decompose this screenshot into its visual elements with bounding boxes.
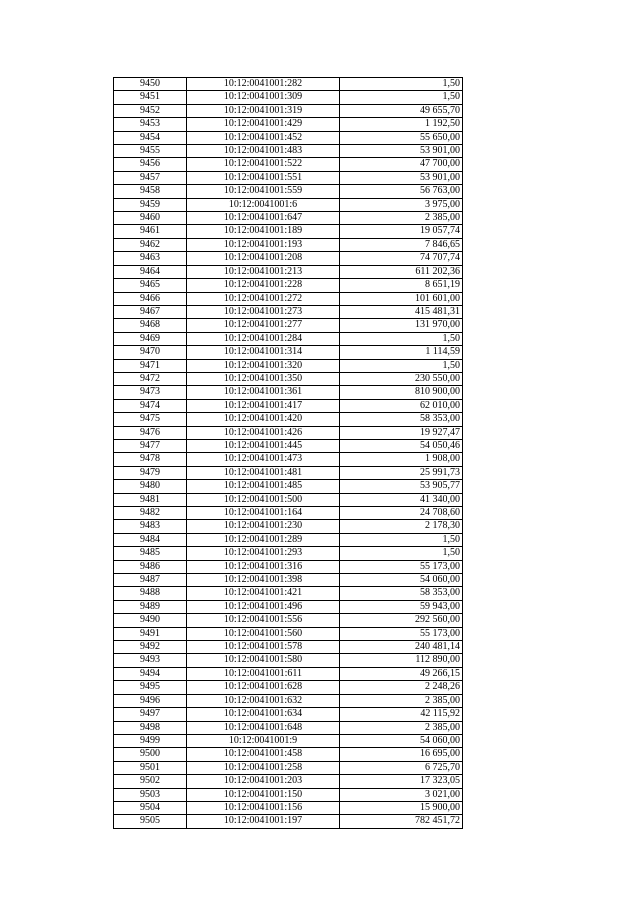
table-row xyxy=(114,574,463,587)
table-row xyxy=(114,171,463,184)
row-number-cell: 9494 xyxy=(114,667,187,680)
value-cell: 19 057,74 xyxy=(340,225,463,238)
value-cell: 1,50 xyxy=(340,332,463,345)
cadastral-number-cell: 10:12:0041001:559 xyxy=(187,185,340,198)
table-row xyxy=(114,292,463,305)
table-row xyxy=(114,480,463,493)
value-cell: 58 353,00 xyxy=(340,587,463,600)
value-cell: 1,50 xyxy=(340,78,463,91)
value-cell: 55 173,00 xyxy=(340,627,463,640)
table-row xyxy=(114,641,463,654)
value-cell: 1 192,50 xyxy=(340,118,463,131)
cadastral-number-cell: 10:12:0041001:277 xyxy=(187,319,340,332)
table-row xyxy=(114,801,463,814)
row-number-cell: 9473 xyxy=(114,386,187,399)
value-cell: 415 481,31 xyxy=(340,305,463,318)
row-number-cell: 9478 xyxy=(114,453,187,466)
cadastral-number-cell: 10:12:0041001:228 xyxy=(187,279,340,292)
value-cell: 42 115,92 xyxy=(340,708,463,721)
cadastral-number-cell: 10:12:0041001:314 xyxy=(187,346,340,359)
value-cell: 2 178,30 xyxy=(340,520,463,533)
row-number-cell: 9466 xyxy=(114,292,187,305)
row-number-cell: 9459 xyxy=(114,198,187,211)
cadastral-number-cell: 10:12:0041001:648 xyxy=(187,721,340,734)
table-row xyxy=(114,681,463,694)
table-row xyxy=(114,265,463,278)
row-number-cell: 9455 xyxy=(114,145,187,158)
row-number-cell: 9501 xyxy=(114,761,187,774)
cadastral-number-cell: 10:12:0041001:164 xyxy=(187,507,340,520)
value-cell: 3 975,00 xyxy=(340,198,463,211)
table-row xyxy=(114,587,463,600)
cadastral-number-cell: 10:12:0041001:398 xyxy=(187,574,340,587)
cadastral-number-cell: 10:12:0041001:473 xyxy=(187,453,340,466)
value-cell: 49 266,15 xyxy=(340,667,463,680)
cadastral-number-cell: 10:12:0041001:273 xyxy=(187,305,340,318)
value-cell: 55 650,00 xyxy=(340,131,463,144)
row-number-cell: 9495 xyxy=(114,681,187,694)
row-number-cell: 9487 xyxy=(114,574,187,587)
row-number-cell: 9450 xyxy=(114,78,187,91)
value-cell: 16 695,00 xyxy=(340,748,463,761)
table-row xyxy=(114,721,463,734)
cadastral-number-cell: 10:12:0041001:421 xyxy=(187,587,340,600)
table-row xyxy=(114,734,463,747)
row-number-cell: 9492 xyxy=(114,641,187,654)
cadastral-number-cell: 10:12:0041001:481 xyxy=(187,466,340,479)
table-row xyxy=(114,560,463,573)
table-row xyxy=(114,104,463,117)
table-row xyxy=(114,158,463,171)
cadastral-number-cell: 10:12:0041001:203 xyxy=(187,775,340,788)
cadastral-number-cell: 10:12:0041001:417 xyxy=(187,399,340,412)
table-row xyxy=(114,439,463,452)
value-cell: 2 385,00 xyxy=(340,694,463,707)
row-number-cell: 9505 xyxy=(114,815,187,828)
value-cell: 1 114,59 xyxy=(340,346,463,359)
value-cell: 292 560,00 xyxy=(340,614,463,627)
cadastral-number-cell: 10:12:0041001:429 xyxy=(187,118,340,131)
cadastral-number-cell: 10:12:0041001:628 xyxy=(187,681,340,694)
row-number-cell: 9489 xyxy=(114,600,187,613)
cadastral-number-cell: 10:12:0041001:522 xyxy=(187,158,340,171)
value-cell: 41 340,00 xyxy=(340,493,463,506)
row-number-cell: 9477 xyxy=(114,439,187,452)
row-number-cell: 9454 xyxy=(114,131,187,144)
cadastral-number-cell: 10:12:0041001:445 xyxy=(187,439,340,452)
value-cell: 19 927,47 xyxy=(340,426,463,439)
row-number-cell: 9457 xyxy=(114,171,187,184)
row-number-cell: 9483 xyxy=(114,520,187,533)
row-number-cell: 9458 xyxy=(114,185,187,198)
value-cell: 810 900,00 xyxy=(340,386,463,399)
cadastral-number-cell: 10:12:0041001:208 xyxy=(187,252,340,265)
cadastral-number-cell: 10:12:0041001:320 xyxy=(187,359,340,372)
row-number-cell: 9485 xyxy=(114,547,187,560)
table-row xyxy=(114,654,463,667)
cadastral-number-cell: 10:12:0041001:556 xyxy=(187,614,340,627)
table-row xyxy=(114,346,463,359)
row-number-cell: 9465 xyxy=(114,279,187,292)
row-number-cell: 9481 xyxy=(114,493,187,506)
table-row xyxy=(114,212,463,225)
row-number-cell: 9453 xyxy=(114,118,187,131)
cadastral-number-cell: 10:12:0041001:500 xyxy=(187,493,340,506)
cadastral-number-cell: 10:12:0041001:560 xyxy=(187,627,340,640)
cadastral-number-cell: 10:12:0041001:193 xyxy=(187,238,340,251)
table-row xyxy=(114,761,463,774)
table-row xyxy=(114,775,463,788)
table-row xyxy=(114,547,463,560)
cadastral-number-cell: 10:12:0041001:213 xyxy=(187,265,340,278)
value-cell: 56 763,00 xyxy=(340,185,463,198)
row-number-cell: 9500 xyxy=(114,748,187,761)
table-row xyxy=(114,507,463,520)
table-row xyxy=(114,453,463,466)
row-number-cell: 9480 xyxy=(114,480,187,493)
table-row xyxy=(114,252,463,265)
row-number-cell: 9451 xyxy=(114,91,187,104)
row-number-cell: 9456 xyxy=(114,158,187,171)
table-row xyxy=(114,145,463,158)
value-cell: 15 900,00 xyxy=(340,801,463,814)
value-cell: 17 323,05 xyxy=(340,775,463,788)
row-number-cell: 9493 xyxy=(114,654,187,667)
value-cell: 24 708,60 xyxy=(340,507,463,520)
value-cell: 1,50 xyxy=(340,533,463,546)
cadastral-number-cell: 10:12:0041001:309 xyxy=(187,91,340,104)
table-row xyxy=(114,332,463,345)
value-cell: 74 707,74 xyxy=(340,252,463,265)
cadastral-number-cell: 10:12:0041001:293 xyxy=(187,547,340,560)
table-row xyxy=(114,748,463,761)
value-cell: 2 385,00 xyxy=(340,212,463,225)
cadastral-number-cell: 10:12:0041001:272 xyxy=(187,292,340,305)
table-row xyxy=(114,305,463,318)
cadastral-number-cell: 10:12:0041001:580 xyxy=(187,654,340,667)
value-cell: 112 890,00 xyxy=(340,654,463,667)
table-row xyxy=(114,493,463,506)
table-row xyxy=(114,815,463,828)
table-row xyxy=(114,788,463,801)
table-row xyxy=(114,319,463,332)
cadastral-number-cell: 10:12:0041001:452 xyxy=(187,131,340,144)
cadastral-number-cell: 10:12:0041001:9 xyxy=(187,734,340,747)
row-number-cell: 9503 xyxy=(114,788,187,801)
row-number-cell: 9497 xyxy=(114,708,187,721)
table-row xyxy=(114,118,463,131)
cadastral-number-cell: 10:12:0041001:551 xyxy=(187,171,340,184)
value-cell: 8 651,19 xyxy=(340,279,463,292)
value-cell: 1,50 xyxy=(340,91,463,104)
table-row xyxy=(114,131,463,144)
value-cell: 47 700,00 xyxy=(340,158,463,171)
row-number-cell: 9486 xyxy=(114,560,187,573)
value-cell: 49 655,70 xyxy=(340,104,463,117)
cadastral-value-table xyxy=(113,77,463,829)
row-number-cell: 9490 xyxy=(114,614,187,627)
table-row xyxy=(114,533,463,546)
cadastral-number-cell: 10:12:0041001:6 xyxy=(187,198,340,211)
table-row xyxy=(114,185,463,198)
table-body xyxy=(114,78,463,829)
row-number-cell: 9460 xyxy=(114,212,187,225)
value-cell: 101 601,00 xyxy=(340,292,463,305)
cadastral-number-cell: 10:12:0041001:634 xyxy=(187,708,340,721)
row-number-cell: 9504 xyxy=(114,801,187,814)
table-row xyxy=(114,694,463,707)
cadastral-number-cell: 10:12:0041001:197 xyxy=(187,815,340,828)
table-row xyxy=(114,372,463,385)
row-number-cell: 9502 xyxy=(114,775,187,788)
row-number-cell: 9482 xyxy=(114,507,187,520)
cadastral-number-cell: 10:12:0041001:496 xyxy=(187,600,340,613)
cadastral-number-cell: 10:12:0041001:319 xyxy=(187,104,340,117)
value-cell: 2 248,26 xyxy=(340,681,463,694)
row-number-cell: 9467 xyxy=(114,305,187,318)
value-cell: 240 481,14 xyxy=(340,641,463,654)
cadastral-number-cell: 10:12:0041001:632 xyxy=(187,694,340,707)
cadastral-number-cell: 10:12:0041001:289 xyxy=(187,533,340,546)
cadastral-number-cell: 10:12:0041001:150 xyxy=(187,788,340,801)
value-cell: 54 060,00 xyxy=(340,574,463,587)
cadastral-number-cell: 10:12:0041001:611 xyxy=(187,667,340,680)
cadastral-number-cell: 10:12:0041001:485 xyxy=(187,480,340,493)
value-cell: 53 901,00 xyxy=(340,145,463,158)
table-row xyxy=(114,413,463,426)
row-number-cell: 9476 xyxy=(114,426,187,439)
value-cell: 54 050,46 xyxy=(340,439,463,452)
value-cell: 59 943,00 xyxy=(340,600,463,613)
table-row xyxy=(114,359,463,372)
cadastral-number-cell: 10:12:0041001:282 xyxy=(187,78,340,91)
table-row xyxy=(114,466,463,479)
row-number-cell: 9475 xyxy=(114,413,187,426)
cadastral-number-cell: 10:12:0041001:316 xyxy=(187,560,340,573)
value-cell: 230 550,00 xyxy=(340,372,463,385)
row-number-cell: 9498 xyxy=(114,721,187,734)
row-number-cell: 9479 xyxy=(114,466,187,479)
row-number-cell: 9461 xyxy=(114,225,187,238)
value-cell: 1,50 xyxy=(340,359,463,372)
table-row xyxy=(114,614,463,627)
cadastral-number-cell: 10:12:0041001:189 xyxy=(187,225,340,238)
row-number-cell: 9491 xyxy=(114,627,187,640)
value-cell: 54 060,00 xyxy=(340,734,463,747)
value-cell: 55 173,00 xyxy=(340,560,463,573)
row-number-cell: 9462 xyxy=(114,238,187,251)
table-row xyxy=(114,627,463,640)
value-cell: 6 725,70 xyxy=(340,761,463,774)
table-row xyxy=(114,78,463,91)
table-row xyxy=(114,386,463,399)
table-row xyxy=(114,238,463,251)
row-number-cell: 9472 xyxy=(114,372,187,385)
table-row xyxy=(114,600,463,613)
row-number-cell: 9471 xyxy=(114,359,187,372)
cadastral-number-cell: 10:12:0041001:458 xyxy=(187,748,340,761)
table-row xyxy=(114,399,463,412)
row-number-cell: 9496 xyxy=(114,694,187,707)
table-row xyxy=(114,520,463,533)
value-cell: 53 905,77 xyxy=(340,480,463,493)
value-cell: 782 451,72 xyxy=(340,815,463,828)
cadastral-number-cell: 10:12:0041001:483 xyxy=(187,145,340,158)
cadastral-number-cell: 10:12:0041001:420 xyxy=(187,413,340,426)
cadastral-number-cell: 10:12:0041001:350 xyxy=(187,372,340,385)
row-number-cell: 9452 xyxy=(114,104,187,117)
table-row xyxy=(114,225,463,238)
row-number-cell: 9488 xyxy=(114,587,187,600)
row-number-cell: 9499 xyxy=(114,734,187,747)
table-row xyxy=(114,91,463,104)
cadastral-number-cell: 10:12:0041001:361 xyxy=(187,386,340,399)
row-number-cell: 9484 xyxy=(114,533,187,546)
row-number-cell: 9474 xyxy=(114,399,187,412)
row-number-cell: 9464 xyxy=(114,265,187,278)
row-number-cell: 9470 xyxy=(114,346,187,359)
value-cell: 58 353,00 xyxy=(340,413,463,426)
table-row xyxy=(114,198,463,211)
value-cell: 1,50 xyxy=(340,547,463,560)
table-row xyxy=(114,279,463,292)
value-cell: 131 970,00 xyxy=(340,319,463,332)
cadastral-number-cell: 10:12:0041001:258 xyxy=(187,761,340,774)
table-row xyxy=(114,708,463,721)
cadastral-number-cell: 10:12:0041001:284 xyxy=(187,332,340,345)
cadastral-number-cell: 10:12:0041001:647 xyxy=(187,212,340,225)
value-cell: 53 901,00 xyxy=(340,171,463,184)
value-cell: 25 991,73 xyxy=(340,466,463,479)
value-cell: 2 385,00 xyxy=(340,721,463,734)
value-cell: 1 908,00 xyxy=(340,453,463,466)
row-number-cell: 9468 xyxy=(114,319,187,332)
cadastral-number-cell: 10:12:0041001:230 xyxy=(187,520,340,533)
table-row xyxy=(114,426,463,439)
value-cell: 611 202,36 xyxy=(340,265,463,278)
cadastral-number-cell: 10:12:0041001:426 xyxy=(187,426,340,439)
value-cell: 7 846,65 xyxy=(340,238,463,251)
value-cell: 62 010,00 xyxy=(340,399,463,412)
cadastral-number-cell: 10:12:0041001:156 xyxy=(187,801,340,814)
cadastral-number-cell: 10:12:0041001:578 xyxy=(187,641,340,654)
row-number-cell: 9463 xyxy=(114,252,187,265)
table-row xyxy=(114,667,463,680)
value-cell: 3 021,00 xyxy=(340,788,463,801)
row-number-cell: 9469 xyxy=(114,332,187,345)
